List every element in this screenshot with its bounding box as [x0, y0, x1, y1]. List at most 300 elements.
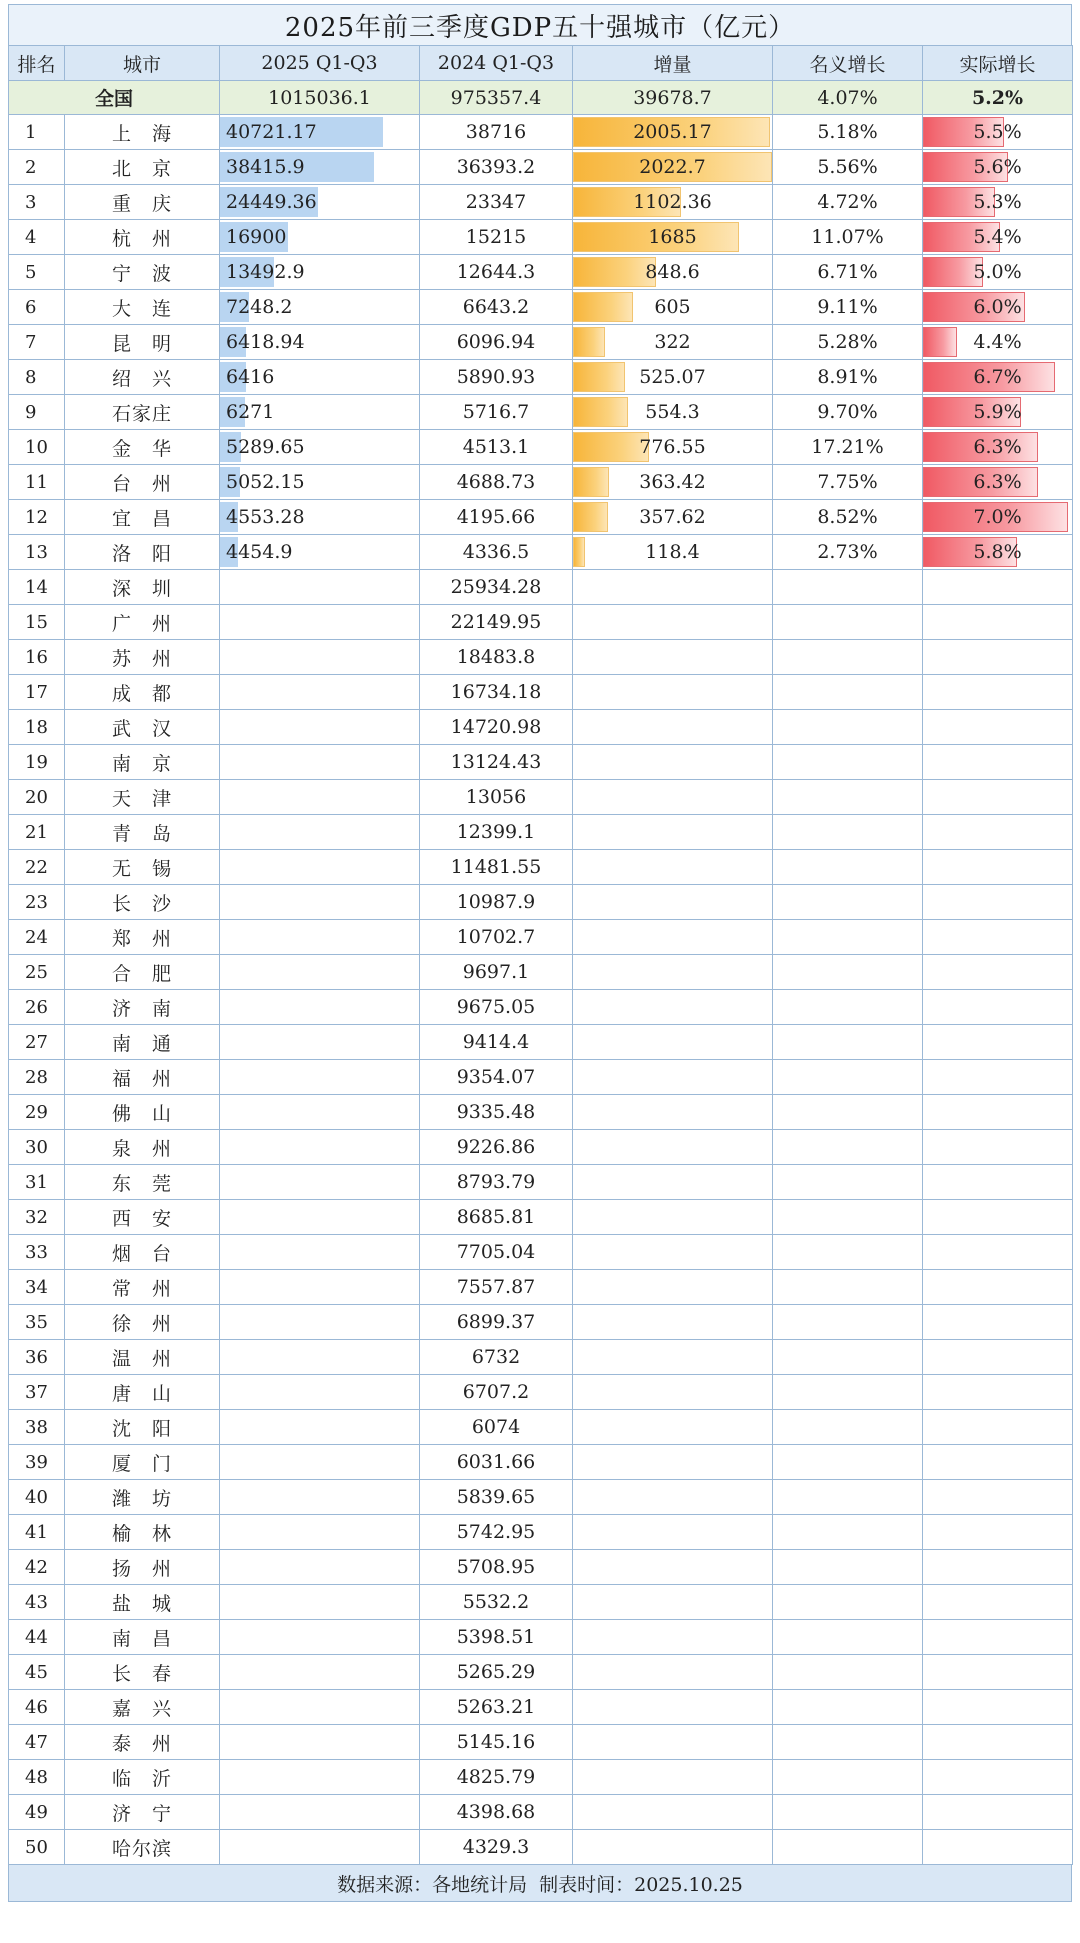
gdp-2024-cell: 15215: [420, 220, 573, 255]
gdp-2024-cell: 4825.79: [420, 1760, 573, 1795]
gdp-2024-cell: 4195.66: [420, 500, 573, 535]
table-row: [9, 1445, 1073, 1480]
real-growth-cell: [923, 255, 1073, 290]
gdp-2025-cell: [220, 1690, 420, 1725]
gdp-2024-cell: 5716.7: [420, 395, 573, 430]
table-row: [9, 500, 1073, 535]
city-cell: 苏 州: [65, 640, 220, 675]
gdp-2024-cell: 38716: [420, 115, 573, 150]
real-growth-cell-value: [923, 710, 1072, 744]
gdp-2024-cell: 5890.93: [420, 360, 573, 395]
gdp-2025-cell-value: [220, 955, 419, 989]
table-row: [9, 1375, 1073, 1410]
nominal-growth-cell: [773, 570, 923, 605]
increment-cell-value: [573, 1830, 772, 1864]
real-growth-cell: [923, 1515, 1073, 1550]
rank-cell: 35: [9, 1305, 65, 1340]
gdp-2025-cell-value: 6418.94: [226, 331, 305, 353]
real-growth-cell-value: 6.7%: [973, 366, 1022, 388]
gdp-2024-cell: 23347: [420, 185, 573, 220]
nominal-growth-cell: [773, 1375, 923, 1410]
nominal-growth-cell: [773, 920, 923, 955]
real-growth-cell-value: 6.3%: [973, 471, 1022, 493]
rank-cell: 18: [9, 710, 65, 745]
data-source: 数据来源：各地统计局: [337, 1873, 528, 1896]
increment-cell-value: 1685: [648, 226, 697, 248]
rank-cell: 43: [9, 1585, 65, 1620]
header-nominal-growth: 名义增长: [773, 46, 923, 81]
gdp-2024-cell: 16734.18: [420, 675, 573, 710]
rank-cell: 3: [9, 185, 65, 220]
gdp-2025-cell: [220, 885, 420, 920]
real-growth-cell-value: [923, 1410, 1072, 1444]
real-growth-cell-value: [923, 1620, 1072, 1654]
increment-cell-value: [573, 1690, 772, 1724]
increment-cell-value: [573, 1760, 772, 1794]
increment-cell-value: 357.62: [639, 506, 706, 528]
rank-cell: 6: [9, 290, 65, 325]
increment-cell-value: 322: [654, 331, 691, 353]
real-growth-cell: [923, 990, 1073, 1025]
table-row: [9, 640, 1073, 675]
gdp-2025-cell-value: [220, 1690, 419, 1724]
increment-cell-value: 554.3: [645, 401, 700, 423]
increment-cell-value: 848.6: [645, 261, 700, 283]
real-growth-cell: [923, 150, 1073, 185]
table-row: [9, 220, 1073, 255]
city-cell: 济 南: [65, 990, 220, 1025]
increment-cell-value: 605: [654, 296, 691, 318]
total-label: 全国: [9, 81, 220, 115]
table-row: [9, 290, 1073, 325]
nominal-growth-cell: [773, 1585, 923, 1620]
gdp-2024-cell: 18483.8: [420, 640, 573, 675]
table-row: [9, 1550, 1073, 1585]
city-cell: 福 州: [65, 1060, 220, 1095]
header-real-growth: 实际增长: [923, 46, 1073, 81]
city-cell: 盐 城: [65, 1585, 220, 1620]
real-growth-cell: [923, 395, 1073, 430]
gdp-2024-cell: 8685.81: [420, 1200, 573, 1235]
increment-cell: [573, 500, 773, 535]
city-cell: 济 宁: [65, 1795, 220, 1830]
gdp-2025-cell-value: [220, 1725, 419, 1759]
increment-cell: [573, 185, 773, 220]
city-cell: 郑 州: [65, 920, 220, 955]
nominal-growth-cell: [773, 955, 923, 990]
total-2025: 1015036.1: [220, 81, 420, 115]
gdp-2024-cell: 13124.43: [420, 745, 573, 780]
real-growth-cell: [923, 1480, 1073, 1515]
gdp-2025-cell-value: 16900: [226, 226, 287, 248]
gdp-2024-cell: 4336.5: [420, 535, 573, 570]
city-cell: 广 州: [65, 605, 220, 640]
real-growth-cell: [923, 290, 1073, 325]
nominal-growth-cell: [773, 1095, 923, 1130]
gdp-2025-cell-value: 5052.15: [226, 471, 305, 493]
increment-cell: [573, 1585, 773, 1620]
gdp-table: [8, 45, 1073, 1865]
table-row: [9, 1235, 1073, 1270]
rank-cell: 49: [9, 1795, 65, 1830]
increment-cell-value: 2005.17: [633, 121, 712, 143]
city-cell: 临 沂: [65, 1760, 220, 1795]
table-row: [9, 990, 1073, 1025]
nominal-growth-cell: [773, 815, 923, 850]
real-growth-cell-value: 5.9%: [973, 401, 1022, 423]
gdp-2024-cell: 12399.1: [420, 815, 573, 850]
increment-cell-value: [573, 780, 772, 814]
real-growth-cell: [923, 850, 1073, 885]
real-growth-cell: [923, 360, 1073, 395]
real-growth-cell: [923, 885, 1073, 920]
increment-cell: [573, 1270, 773, 1305]
nominal-growth-cell: [773, 1060, 923, 1095]
gdp-2025-cell: [220, 150, 420, 185]
gdp-2025-cell: [220, 465, 420, 500]
increment-cell-value: [573, 1550, 772, 1584]
nominal-growth-cell: [773, 990, 923, 1025]
rank-cell: 41: [9, 1515, 65, 1550]
table-row: [9, 150, 1073, 185]
rank-cell: 22: [9, 850, 65, 885]
gdp-2025-cell-value: 24449.36: [226, 191, 317, 213]
increment-cell-value: [573, 1130, 772, 1164]
rank-cell: 9: [9, 395, 65, 430]
city-cell: 北 京: [65, 150, 220, 185]
header-2024: 2024 Q1-Q3: [420, 46, 573, 81]
gdp-2024-cell: 13056: [420, 780, 573, 815]
city-cell: 长 春: [65, 1655, 220, 1690]
increment-cell: [573, 1375, 773, 1410]
nominal-growth-cell: [773, 745, 923, 780]
gdp-2025-cell-value: [220, 1585, 419, 1619]
table-row: [9, 1830, 1073, 1865]
increment-cell: [573, 920, 773, 955]
gdp-2025-cell-value: [220, 1340, 419, 1374]
table-row: [9, 745, 1073, 780]
gdp-2025-cell-value: [220, 710, 419, 744]
gdp-2025-cell-value: [220, 1235, 419, 1269]
nominal-growth-cell: 5.28%: [773, 325, 923, 360]
real-growth-cell-value: [923, 1655, 1072, 1689]
increment-cell-value: [573, 1025, 772, 1059]
gdp-2025-cell-value: [220, 1165, 419, 1199]
real-growth-cell: [923, 430, 1073, 465]
increment-cell: [573, 990, 773, 1025]
real-growth-cell-value: [923, 1235, 1072, 1269]
real-growth-cell-value: [923, 1830, 1072, 1864]
gdp-2024-cell: 9697.1: [420, 955, 573, 990]
increment-cell: [573, 745, 773, 780]
city-cell: 昆 明: [65, 325, 220, 360]
increment-cell: [573, 360, 773, 395]
real-growth-cell: [923, 1445, 1073, 1480]
gdp-2025-cell: [220, 255, 420, 290]
gdp-2025-cell-value: 38415.9: [226, 156, 305, 178]
gdp-2025-cell-value: [220, 1305, 419, 1339]
table-body: [9, 81, 1073, 1865]
gdp-2025-cell: [220, 1060, 420, 1095]
gdp-2024-cell: 6074: [420, 1410, 573, 1445]
gdp-2025-cell-value: [220, 1655, 419, 1689]
gdp-2025-cell: [220, 1760, 420, 1795]
real-growth-cell-value: [923, 1725, 1072, 1759]
real-growth-cell-value: [923, 1550, 1072, 1584]
gdp-2025-cell-value: [220, 1550, 419, 1584]
gdp-2025-cell: [220, 710, 420, 745]
real-growth-cell: [923, 1795, 1073, 1830]
nominal-growth-cell: 5.18%: [773, 115, 923, 150]
gdp-2025-cell: [220, 1200, 420, 1235]
header-row: [9, 46, 1073, 81]
real-growth-cell: [923, 1165, 1073, 1200]
nominal-growth-cell: 7.75%: [773, 465, 923, 500]
gdp-2025-cell-value: [220, 570, 419, 604]
real-growth-cell-value: [923, 1585, 1072, 1619]
gdp-2025-cell: [220, 1795, 420, 1830]
increment-cell-value: 118.4: [645, 541, 700, 563]
city-cell: 佛 山: [65, 1095, 220, 1130]
city-cell: 长 沙: [65, 885, 220, 920]
gdp-2025-cell: [220, 220, 420, 255]
real-growth-cell-value: [923, 605, 1072, 639]
real-growth-cell-value: [923, 1095, 1072, 1129]
increment-cell: [573, 885, 773, 920]
real-growth-cell-value: [923, 1340, 1072, 1374]
nominal-growth-cell: 2.73%: [773, 535, 923, 570]
real-growth-cell-value: [923, 1270, 1072, 1304]
gdp-2025-cell: [220, 1305, 420, 1340]
rank-cell: 4: [9, 220, 65, 255]
city-cell: 徐 州: [65, 1305, 220, 1340]
gdp-2024-cell: 6732: [420, 1340, 573, 1375]
city-cell: 西 安: [65, 1200, 220, 1235]
real-growth-cell-value: [923, 640, 1072, 674]
gdp-2025-cell: [220, 605, 420, 640]
nominal-growth-cell: 5.56%: [773, 150, 923, 185]
city-cell: 深 圳: [65, 570, 220, 605]
increment-cell-value: [573, 1795, 772, 1829]
rank-cell: 23: [9, 885, 65, 920]
nominal-growth-cell: [773, 1130, 923, 1165]
increment-cell-value: [573, 1165, 772, 1199]
increment-cell-value: [573, 1655, 772, 1689]
rank-cell: 8: [9, 360, 65, 395]
header-city: 城市: [65, 46, 220, 81]
gdp-2024-cell: 5742.95: [420, 1515, 573, 1550]
nominal-growth-cell: [773, 1830, 923, 1865]
increment-cell: [573, 1200, 773, 1235]
rank-cell: 31: [9, 1165, 65, 1200]
real-growth-cell-value: [923, 1305, 1072, 1339]
table-row: [9, 1305, 1073, 1340]
increment-cell: [573, 1760, 773, 1795]
nominal-growth-cell: [773, 1620, 923, 1655]
gdp-2025-cell-value: [220, 1515, 419, 1549]
city-cell: 宁 波: [65, 255, 220, 290]
increment-cell-value: [573, 990, 772, 1024]
real-growth-cell: [923, 1235, 1073, 1270]
nominal-growth-cell: 8.52%: [773, 500, 923, 535]
real-growth-cell: [923, 1130, 1073, 1165]
increment-cell-value: [573, 1445, 772, 1479]
increment-cell-value: [573, 605, 772, 639]
gdp-2024-cell: 5708.95: [420, 1550, 573, 1585]
rank-cell: 33: [9, 1235, 65, 1270]
gdp-2025-cell-value: 13492.9: [226, 261, 305, 283]
gdp-2025-cell: [220, 1130, 420, 1165]
real-growth-cell: [923, 605, 1073, 640]
increment-cell: [573, 115, 773, 150]
rank-cell: 19: [9, 745, 65, 780]
city-cell: 沈 阳: [65, 1410, 220, 1445]
table-row: [9, 1025, 1073, 1060]
gdp-2024-cell: 14720.98: [420, 710, 573, 745]
table-row: [9, 850, 1073, 885]
gdp-2025-cell: [220, 1375, 420, 1410]
gdp-2025-cell: [220, 920, 420, 955]
nominal-growth-cell: [773, 1025, 923, 1060]
city-cell: 洛 阳: [65, 535, 220, 570]
real-growth-cell-value: 5.3%: [973, 191, 1022, 213]
rank-cell: 2: [9, 150, 65, 185]
rank-cell: 15: [9, 605, 65, 640]
total-increment: 39678.7: [573, 81, 773, 115]
real-growth-cell: [923, 465, 1073, 500]
gdp-table-page: [8, 4, 1072, 1902]
gdp-2025-cell-value: [220, 1270, 419, 1304]
gdp-2024-cell: 9226.86: [420, 1130, 573, 1165]
nominal-growth-cell: [773, 780, 923, 815]
table-title: 2025年前三季度GDP五十强城市（亿元）: [8, 4, 1072, 45]
nominal-growth-cell: [773, 885, 923, 920]
gdp-2025-cell: [220, 290, 420, 325]
table-row: [9, 1130, 1073, 1165]
gdp-2025-cell-value: [220, 1760, 419, 1794]
gdp-2025-cell-value: [220, 1795, 419, 1829]
nominal-growth-cell: [773, 1445, 923, 1480]
real-growth-cell-value: [923, 815, 1072, 849]
rank-cell: 16: [9, 640, 65, 675]
gdp-2025-cell: [220, 675, 420, 710]
increment-cell: [573, 1515, 773, 1550]
real-growth-cell: [923, 640, 1073, 675]
real-growth-cell: [923, 815, 1073, 850]
gdp-2025-cell: [220, 1410, 420, 1445]
real-growth-cell: [923, 1550, 1073, 1585]
city-cell: 台 州: [65, 465, 220, 500]
table-row: [9, 920, 1073, 955]
real-growth-cell: [923, 780, 1073, 815]
table-row: [9, 185, 1073, 220]
increment-cell: [573, 1165, 773, 1200]
increment-cell: [573, 675, 773, 710]
increment-cell-value: [573, 955, 772, 989]
table-row: [9, 1165, 1073, 1200]
city-cell: 泰 州: [65, 1725, 220, 1760]
gdp-2025-cell-value: [220, 815, 419, 849]
city-cell: 嘉 兴: [65, 1690, 220, 1725]
city-cell: 东 莞: [65, 1165, 220, 1200]
gdp-2025-cell-value: [220, 1060, 419, 1094]
increment-cell-value: [573, 920, 772, 954]
rank-cell: 26: [9, 990, 65, 1025]
increment-cell: [573, 1095, 773, 1130]
rank-cell: 25: [9, 955, 65, 990]
gdp-2025-cell: [220, 955, 420, 990]
table-row: [9, 115, 1073, 150]
gdp-2024-cell: 36393.2: [420, 150, 573, 185]
gdp-2025-cell: [220, 1515, 420, 1550]
real-growth-cell: [923, 1060, 1073, 1095]
real-growth-cell-value: [923, 745, 1072, 779]
increment-cell-value: [573, 1515, 772, 1549]
city-cell: 哈尔滨: [65, 1830, 220, 1865]
nominal-growth-cell: [773, 640, 923, 675]
rank-cell: 7: [9, 325, 65, 360]
gdp-2025-cell-value: [220, 1480, 419, 1514]
gdp-2025-cell-value: [220, 780, 419, 814]
table-row: [9, 1795, 1073, 1830]
city-cell: 成 都: [65, 675, 220, 710]
gdp-2024-cell: 4513.1: [420, 430, 573, 465]
gdp-2025-cell: [220, 1480, 420, 1515]
rank-cell: 10: [9, 430, 65, 465]
real-growth-cell: [923, 1340, 1073, 1375]
gdp-2024-cell: 12644.3: [420, 255, 573, 290]
real-growth-cell: [923, 1690, 1073, 1725]
table-footer: [8, 1865, 1072, 1902]
gdp-2025-cell-value: [220, 605, 419, 639]
gdp-2024-cell: 6643.2: [420, 290, 573, 325]
gdp-2025-cell: [220, 1550, 420, 1585]
nominal-growth-cell: [773, 1340, 923, 1375]
rank-cell: 28: [9, 1060, 65, 1095]
city-cell: 泉 州: [65, 1130, 220, 1165]
real-growth-cell-value: [923, 780, 1072, 814]
city-cell: 温 州: [65, 1340, 220, 1375]
city-cell: 南 通: [65, 1025, 220, 1060]
real-growth-cell: [923, 220, 1073, 255]
increment-cell-value: 2022.7: [639, 156, 706, 178]
real-growth-cell: [923, 1305, 1073, 1340]
increment-cell: [573, 570, 773, 605]
real-growth-cell-value: [923, 1795, 1072, 1829]
increment-cell-value: 776.55: [639, 436, 706, 458]
gdp-2025-cell-value: [220, 850, 419, 884]
rank-cell: 48: [9, 1760, 65, 1795]
gdp-2025-cell: [220, 640, 420, 675]
increment-cell: [573, 325, 773, 360]
real-growth-cell: [923, 1095, 1073, 1130]
header-rank: 排名: [9, 46, 65, 81]
table-row: [9, 955, 1073, 990]
gdp-2024-cell: 5145.16: [420, 1725, 573, 1760]
city-cell: 重 庆: [65, 185, 220, 220]
increment-cell-value: [573, 815, 772, 849]
real-growth-cell-value: [923, 990, 1072, 1024]
real-growth-cell: [923, 1025, 1073, 1060]
table-row: [9, 360, 1073, 395]
increment-cell: [573, 1690, 773, 1725]
real-growth-cell: [923, 1655, 1073, 1690]
increment-cell: [573, 815, 773, 850]
increment-cell: [573, 430, 773, 465]
rank-cell: 47: [9, 1725, 65, 1760]
real-growth-cell-value: [923, 850, 1072, 884]
gdp-2025-cell-value: [220, 745, 419, 779]
